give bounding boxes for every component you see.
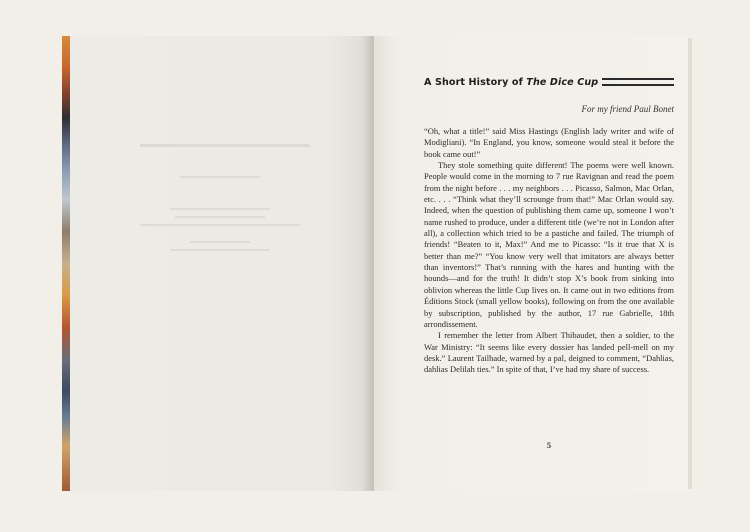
dedication: For my friend Paul Bonet <box>581 104 674 114</box>
bleed-through-line <box>180 176 260 178</box>
bleed-through-line <box>170 208 270 210</box>
chapter-title: A Short History of The Dice Cup <box>424 76 599 88</box>
bleed-through-line <box>190 241 250 243</box>
page-number: 5 <box>546 440 552 450</box>
bleed-through-line <box>140 224 300 226</box>
paragraph: “Oh, what a title!” said Miss Hastings (English lady writer and wife of Modigliani). “In England, you know, someone would steal it before the book came out!” <box>424 126 674 159</box>
bleed-through-line <box>140 144 310 147</box>
bleed-through-line <box>170 249 270 251</box>
heading-rule <box>602 78 674 86</box>
chapter-heading <box>424 74 674 90</box>
paragraph: They stole something quite different! The poems were well known. People would come in the morning to 7 rue Ravignan and read the poem from the night before . . . my neighbors . . . Picasso, Salmon, Mac Orlan, etc. . . . “Think what they’ll scrounge from that!” Mac Orlan would say. Indeed, when the question of publishing them came up, someone I won’t name rushed to produce, under a different title (we’re not in London after all), a collection which tried to be a pastiche and failed. The triumph of friends! “Beaten to it, Max!” And me to Picasso: “Is it true that X is better than me?” “You know very well that imitators are always better than inventors!” That’s running with the hares and hunting with the hounds—and for the truth! It didn’t stop X’s book from sinking into oblivion whereas the little Cup lives on. It came out in two editions from Éditions Stock (small yellow books), following on from the one available by subscription, published by the author, 17 rue Gabrielle, 18th arrondissement. <box>424 160 674 329</box>
page-stack-edge <box>688 38 692 489</box>
bleed-through-line <box>175 216 265 218</box>
open-book <box>62 36 688 491</box>
paragraph: I remember the letter from Albert Thibaudet, then a soldier, to the War Ministry: “It seems like every dossier has landed pell-mell on my desk.” Laurent Tailhade, warned by a pal, deigned to comment, “Dahlias, dahlias Delilah ties.” In spite of that, I’ve had my share of success. <box>424 330 674 375</box>
right-page <box>374 36 688 491</box>
body-text <box>424 126 674 376</box>
book-edge-strip <box>62 36 70 491</box>
left-page <box>70 36 374 491</box>
